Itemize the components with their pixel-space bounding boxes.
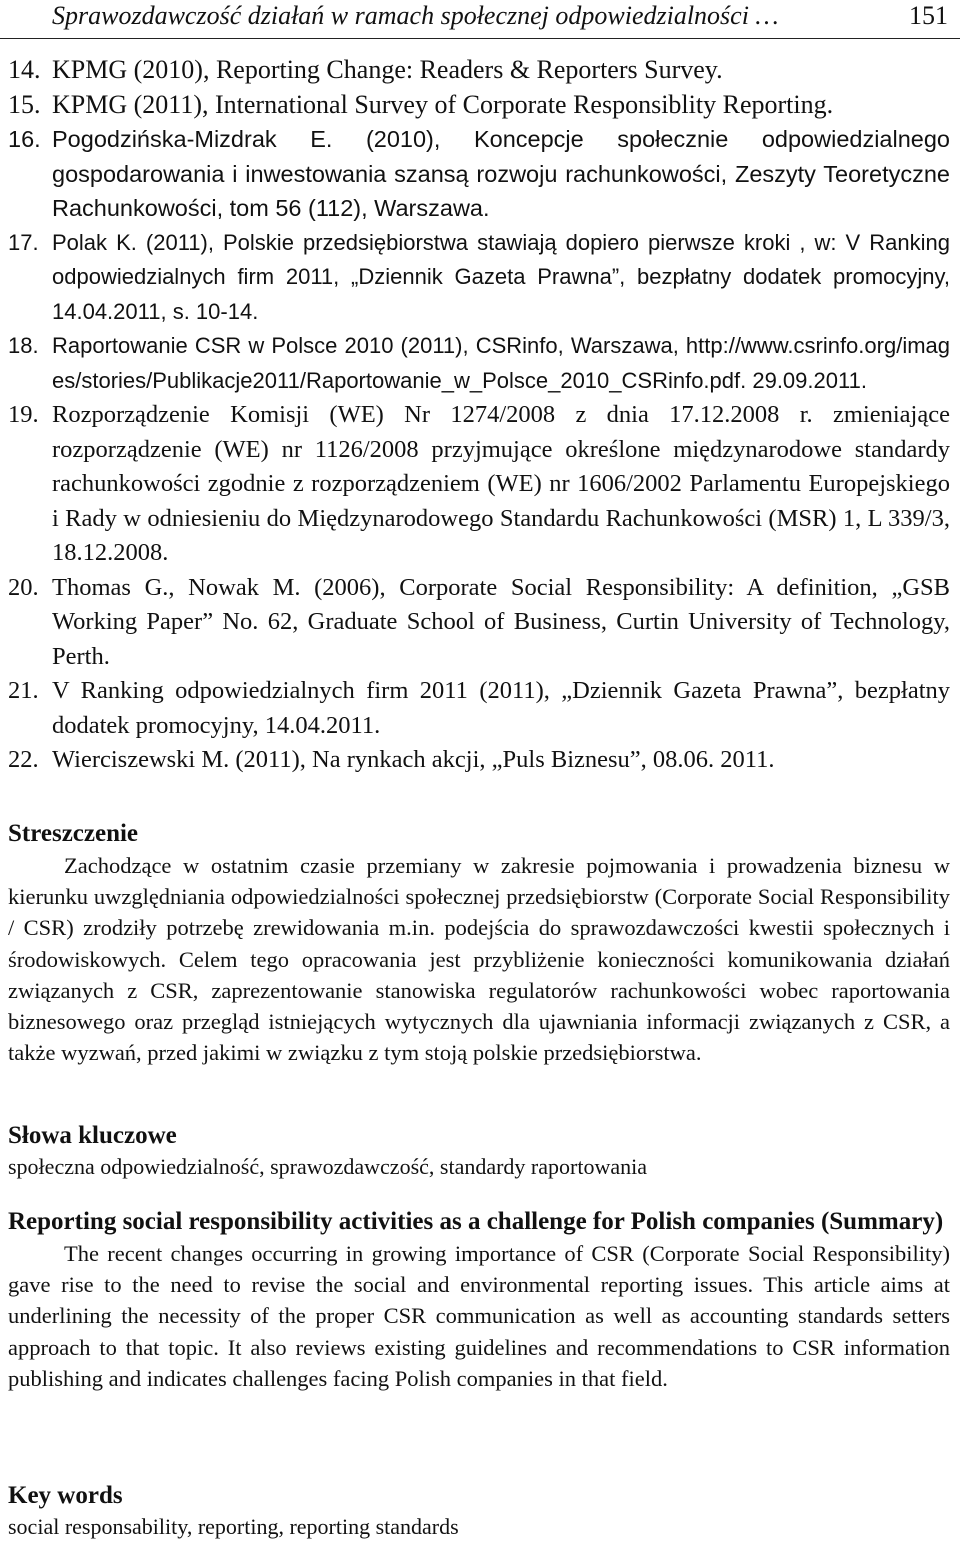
reference-text: Thomas G., Nowak M. (2006), Corporate Social Responsibility: A definition, „GSB Working Paper” No. 62, Graduate School of Business, Curtin University of Technology, Perth. [52, 573, 950, 670]
reference-text: Polak K. (2011), Polskie przedsiębiorstwa stawiają dopiero pierwsze kroki , w: V Ranking odpowiedzialnych firm 2011, „Dziennik Gazeta Prawna”, bezpłatny dodatek promocyjny, 14.04.2011, s. 10-14. [52, 229, 950, 324]
reference-number: 20. [8, 573, 39, 601]
reference-number: 15. [8, 89, 41, 119]
reference-text: KPMG (2011), International Survey of Corporate Responsiblity Reporting. [52, 89, 834, 119]
reference-item [8, 743, 950, 778]
key-words-text: social responsability, reporting, reporting standards [8, 1514, 459, 1539]
reference-text: Rozporządzenie Komisji (WE) Nr 1274/2008 z dnia 17.12.2008 r. zmieniające rozporządzenie (WE) nr 1126/2008 przyjmujące określone międzynarodowe standardy rachunkowości zgodnie z rozporządzeniem (WE) nr 1606/2002 Parlamentu Europejskiego i Rady w odniesieniu do Międzynarodowego Standardu Rachunkowości (MSR) 1, L 339/3, 18.12.2008. [52, 401, 950, 566]
reference-text: Wierciszewski M. (2011), Na rynkach akcji, „Puls Biznesu”, 08.06. 2011. [52, 746, 775, 773]
reference-number: 17. [8, 229, 39, 255]
reference-text: Pogodzińska-Mizdrak E. (2010), Koncepcje społecznie odpowiedzialnego gospodarowania i inwestowania szansą rozwoju rachunkowości, Zeszyty Teoretyczne Rachunkowości, tom 56 (112), Warszawa. [52, 126, 950, 221]
reference-text: KPMG (2010), Reporting Change: Readers & Reporters Survey. [52, 55, 723, 84]
reference-list [8, 53, 950, 778]
slowa-kluczowe-heading: Słowa kluczowe [8, 1122, 177, 1149]
reference-number: 16. [8, 126, 41, 152]
reference-text: V Ranking odpowiedzialnych firm 2011 (2011), „Dziennik Gazeta Prawna”, bezpłatny dodatek promocyjny, 14.04.2011. [52, 677, 950, 739]
reference-number: 18. [8, 333, 39, 358]
reference-number: 14. [8, 55, 41, 84]
reference-item [8, 53, 950, 88]
summary-text: The recent changes occurring in growing importance of CSR (Corporate Social Responsibility) gave rise to the need to revise the social and environmental reporting issues. This article aims at underlining the necessity of the proper CSR communication as well as accounting standards setters approach to that topic. It also reviews existing guidelines and recommendations to CSR information publishing and indicates challenges facing Polish companies in that field. [8, 1241, 950, 1391]
running-title: Sprawozdawczość działań w ramach społecznej odpowiedzialności … [52, 1, 779, 30]
reference-item [8, 398, 950, 571]
key-words-heading: Key words [8, 1482, 123, 1509]
running-header [0, 0, 960, 39]
reference-number: 19. [8, 401, 39, 428]
page-number: 151 [909, 1, 948, 30]
reference-item [8, 122, 950, 226]
reference-number: 21. [8, 677, 39, 704]
slowa-kluczowe-text: społeczna odpowiedzialność, sprawozdawczość, standardy raportowania [8, 1154, 647, 1179]
reference-item [8, 674, 950, 743]
key-words-section [8, 1480, 950, 1542]
summary-section [8, 1205, 950, 1394]
reference-item [8, 88, 950, 123]
streszczenie-text: Zachodzące w ostatnim czasie przemiany w zakresie pojmowania i prowadzenia biznesu w kierunku uwzględniania odpowiedzialności społecznej przedsiębiorstw (Corporate Social Responsibility / CSR) zrodziły potrzebę zrewidowania m.in. podejścia do sprawozdawczości kwestii społecznych i środowiskowych. Celem tego opracowania jest przybliżenie konieczności komunikowania działań związanych z CSR, zaprezentowanie stanowiska regulatorów rachunkowości wobec raportowania biznesowego oraz przegląd istniejących wytycznych dla ujawniania informacji związanych z CSR, a także wyzwań, przed jakimi w związku z tym stoją polskie przedsiębiorstwa. [8, 853, 950, 1066]
reference-item [8, 329, 950, 398]
reference-item [8, 226, 950, 330]
streszczenie-section [8, 818, 950, 1068]
reference-item [8, 571, 950, 675]
streszczenie-heading: Streszczenie [8, 820, 139, 847]
slowa-kluczowe-section [8, 1120, 950, 1182]
reference-text: Raportowanie CSR w Polsce 2010 (2011), CSRinfo, Warszawa, http://www.csrinfo.org/images/stories/Publikacje2011/Raportowanie_w_Polsce_2010_CSRinfo.pdf. 29.09.2011. [52, 333, 950, 393]
summary-heading: Reporting social responsibility activities as a challenge for Polish companies (Summary) [8, 1208, 944, 1235]
reference-number: 22. [8, 746, 39, 773]
